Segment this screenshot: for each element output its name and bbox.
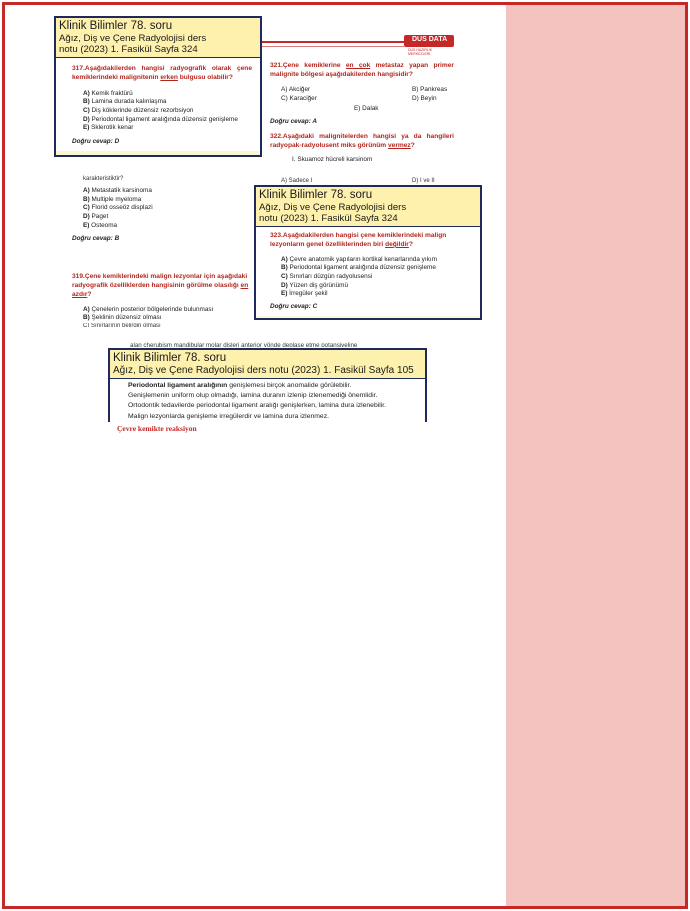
reference-header	[256, 187, 480, 227]
reference-title: Klinik Bilimler 78. soru	[59, 20, 173, 32]
lecture-note	[110, 379, 425, 424]
reference-card-317	[54, 16, 262, 157]
question-318	[72, 187, 252, 244]
option-a: A) Çenelerin posterior bölgelerinde bulunması	[83, 305, 214, 313]
dusdata-logo	[404, 35, 454, 56]
reference-page: notu (2023) 1. Fasikül Sayfa 324	[259, 213, 398, 224]
note-line-4: Malign lezyonlarda genişleme irregülerdir ve lamina dura izlenmez.	[128, 412, 329, 420]
option-c: C) Florid osseöz displazi	[83, 204, 153, 212]
option-d: D) Periodontal ligament aralığında düzensiz genişleme	[83, 115, 238, 123]
option-b: B) Periodontal ligament aralığında düzensiz genişleme	[281, 264, 436, 272]
option-b: B) Şeklinin düzensiz olması	[83, 314, 162, 322]
question-317	[56, 58, 260, 151]
question-322	[270, 133, 454, 164]
reference-title: Klinik Bilimler 78. soru	[259, 189, 373, 201]
option-a: A) Kemik fraktürü	[83, 89, 133, 97]
clipped-option-d: D) I ve II	[412, 178, 435, 184]
logo-text: DUS DATA	[412, 36, 448, 43]
question-323	[256, 227, 480, 316]
option-a: A) Metastatik karsinoma	[83, 187, 152, 194]
answer: Doğru cevap: C	[270, 302, 318, 310]
question-title: 322.Aşağıdaki malignitelerden hangisi ya da hangileri radyopak-radyolusent miks görünüm vermez?	[270, 133, 454, 149]
option-d: D) Paget	[83, 212, 109, 220]
reference-card-323	[254, 185, 482, 320]
reference-card-note	[108, 348, 427, 422]
question-319	[72, 273, 258, 323]
reference-source: Ağız, Diş ve Çene Radyolojisi ders	[59, 33, 207, 44]
option-c: C) Diş köklerinde düzensiz rezorbsiyon	[83, 107, 194, 115]
answer: Doğru cevap: B	[72, 235, 120, 243]
question-321	[270, 62, 454, 126]
option-e: E) Osteoma	[83, 221, 118, 229]
question-title: 321.Çene kemiklerine en çok metastaz yapan primer malignite bölgesi aşağıdakilerden hangisidir?	[270, 62, 454, 78]
header-rule	[262, 41, 404, 43]
reference-source: Ağız, Diş ve Çene Radyolojisi ders	[259, 202, 407, 213]
answer: Doğru cevap: D	[72, 137, 120, 145]
option-e: E) Dalak	[354, 104, 379, 112]
option-c: C) Sınırları düzgün radyolusensi	[281, 273, 373, 281]
question-title: 319.Çene kemiklerindeki malign lezyonlar için aşağıdaki radyografik özelliklerden hangisinin görülme olasılığı en azdır?	[72, 273, 249, 298]
option-b: B) Lamina durada kalınlaşma	[83, 98, 167, 106]
option-d: D) Beyin	[412, 94, 437, 102]
side-panel	[506, 5, 685, 906]
logo-subtext: DUS HAZIRLIK MERKEZLERI	[408, 48, 433, 56]
question-title: 317.Aşağıdakilerden hangisi radyografik olarak çene kemiklerindeki malignitenin erken bulgusu olabilir?	[72, 65, 252, 81]
question-title: 323.Aşağıdakilerden hangisi çene kemiklerindeki malign lezyonların genel özelliklerinden biri değildir?	[270, 232, 447, 248]
note-line-3: Ortodontik tedavilerde periodontal ligament aralığı genişlerken, lamina dura izlenebilir.	[128, 402, 387, 410]
clipped-option-a: A) Sadece I	[281, 178, 313, 184]
note-line-2: Genişlemenin uniform olup olmadığı, lamina duranın izlenip izlenemediği önemlidir.	[128, 392, 378, 400]
note-line-1: Periodontal ligament aralığının genişlemesi birçok anomalide görülebilir.	[128, 382, 352, 389]
clipped-question-end: karakteristiktir?	[83, 176, 124, 182]
option-d: D) Yüzen diş görünümü	[281, 281, 349, 289]
option-a: A) Akciğer	[281, 85, 311, 93]
reference-source: Ağız, Diş ve Çene Radyolojisi ders notu (2023) 1. Fasikül Sayfa 105	[113, 365, 414, 376]
header-rule-thin	[262, 46, 404, 47]
reference-header	[56, 18, 260, 58]
reference-header	[110, 350, 425, 379]
option-e: E) Sklerotik kenar	[83, 124, 134, 132]
option-b: B) Multiple myeloma	[83, 195, 142, 203]
option-a: A) Çevre anatomik yapıların kortikal kenarlarında yıkım	[281, 255, 437, 263]
reference-page: notu (2023) 1. Fasikül Sayfa 324	[59, 44, 198, 55]
clipped-option-c: C) Sınırlarının belirgin olması	[83, 323, 161, 327]
clipped-note-line: alan cherubism mandibular molar dişleri anterior yönde deplase etme potansiyeline	[130, 342, 358, 347]
option-b: B) Pankreas	[412, 85, 448, 93]
reference-title: Klinik Bilimler 78. soru	[113, 352, 227, 364]
section-heading: Çevre kemikte reaksiyon	[117, 424, 197, 433]
answer: Doğru cevap: A	[270, 117, 317, 125]
bottom-rule	[17, 906, 685, 909]
option-c: C) Karaciğer	[281, 94, 317, 102]
option-e: E) İrregüler şekil	[281, 290, 328, 298]
roman-item-1: I. Skuamoz hücreli karsinom	[292, 155, 373, 163]
